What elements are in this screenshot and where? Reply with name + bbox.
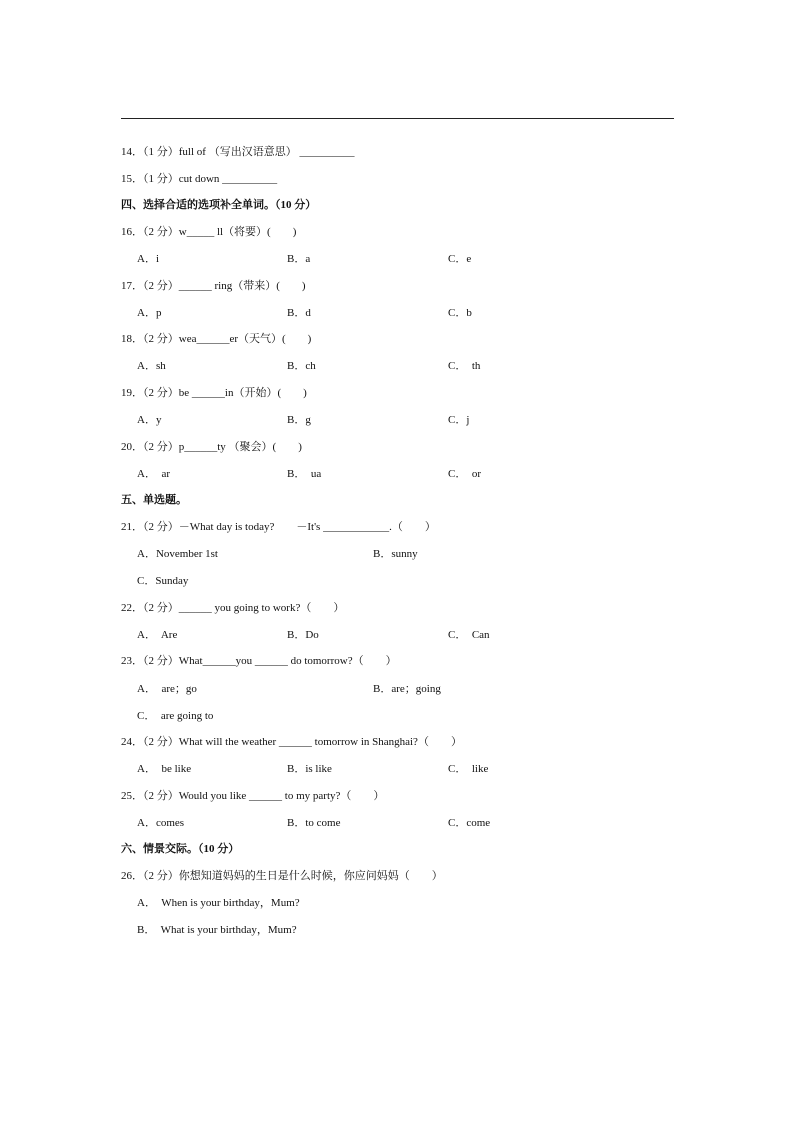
option-a[interactable]: A． When is your birthday，Mum? <box>137 897 300 909</box>
option-a[interactable]: A．y <box>137 414 162 426</box>
option-c[interactable]: C．Sunday <box>137 575 189 587</box>
section-4-heading: 四、选择合适的选项补全单词。（10 分） <box>121 199 317 211</box>
question-16: 16．（2 分）w_____ ll（将要）( ) <box>121 226 297 238</box>
option-c[interactable]: C．j <box>448 414 470 426</box>
option-a[interactable]: A． be like <box>137 763 192 775</box>
option-c[interactable]: C． th <box>448 360 481 372</box>
question-18: 18．（2 分）wea______er（天气）( ) <box>121 333 312 345</box>
option-b[interactable]: B．are；going <box>373 683 441 695</box>
option-a[interactable]: A．i <box>137 253 159 265</box>
option-c[interactable]: C．come <box>448 817 491 829</box>
question-21: 21．（2 分）－What day is today? －It's ____________.（ ） <box>121 521 436 533</box>
option-a[interactable]: A．comes <box>137 817 185 829</box>
section-6-heading: 六、情景交际。（10 分） <box>121 843 240 855</box>
option-c[interactable]: C．e <box>448 253 472 265</box>
question-23: 23．（2 分）What______you ______ do tomorrow?（ ） <box>121 655 397 667</box>
question-17: 17．（2 分）______ ring（带来）( ) <box>121 280 306 292</box>
option-a[interactable]: A． are；go <box>137 683 197 695</box>
question-15: 15．（1 分）cut down __________ <box>121 173 278 185</box>
option-c[interactable]: C． or <box>448 468 481 480</box>
option-b[interactable]: B．d <box>287 307 311 319</box>
option-a[interactable]: A． Are <box>137 629 178 641</box>
option-b[interactable]: B．Do <box>287 629 319 641</box>
option-c[interactable]: C． like <box>448 763 489 775</box>
section-5-heading: 五、单选题。 <box>121 494 187 506</box>
question-14: 14．（1 分）full of （写出汉语意思） __________ <box>121 146 355 158</box>
header-rule <box>121 118 674 119</box>
option-b[interactable]: B． ua <box>287 468 322 480</box>
question-24: 24．（2 分）What will the weather ______ tomorrow in Shanghai?（ ） <box>121 736 462 748</box>
question-22: 22．（2 分）______ you going to work?（ ） <box>121 602 345 614</box>
option-b[interactable]: B．to come <box>287 817 341 829</box>
option-a[interactable]: A．November 1st <box>137 548 218 560</box>
question-25: 25．（2 分）Would you like ______ to my party?（ ） <box>121 790 385 802</box>
option-b[interactable]: B．g <box>287 414 311 426</box>
option-c[interactable]: C． Can <box>448 629 490 641</box>
question-20: 20．（2 分）p______ty （聚会）( ) <box>121 441 302 453</box>
option-b[interactable]: B．ch <box>287 360 316 372</box>
option-b[interactable]: B．is like <box>287 763 332 775</box>
option-a[interactable]: A． ar <box>137 468 170 480</box>
option-a[interactable]: A．p <box>137 307 162 319</box>
question-19: 19．（2 分）be ______in（开始）( ) <box>121 387 307 399</box>
option-a[interactable]: A．sh <box>137 360 166 372</box>
option-b[interactable]: B．sunny <box>373 548 418 560</box>
option-c[interactable]: C． are going to <box>137 710 214 722</box>
option-c[interactable]: C．b <box>448 307 472 319</box>
option-b[interactable]: B． What is your birthday，Mum? <box>137 924 297 936</box>
option-b[interactable]: B．a <box>287 253 311 265</box>
question-26: 26．（2 分）你想知道妈妈的生日是什么时候，你应问妈妈（ ） <box>121 870 443 882</box>
